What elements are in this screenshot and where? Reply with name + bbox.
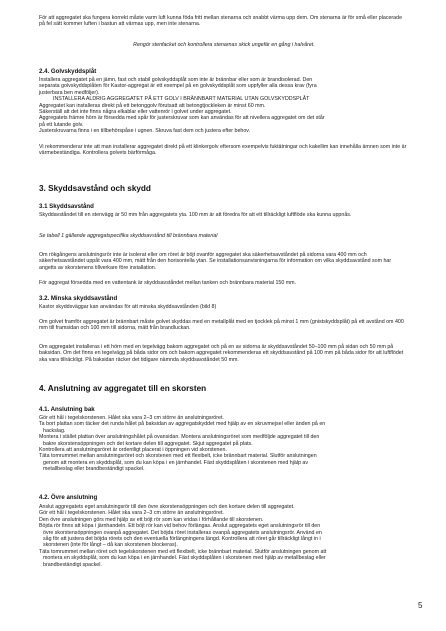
section-2-4-line: justerbara ben medföljer). bbox=[39, 89, 100, 96]
section-4-1-line: bakre skorstensöppningen och det kortare delen till aggregatet. Skjut aggregatet på plats. bbox=[43, 440, 253, 447]
section-2-4-line: Installera aggregatet på en jämn, fast och stabil golvskyddsplåt som inte är brännbar eller som är brandisolerad. Den bbox=[39, 77, 313, 83]
section-3-1-p1: Skyddavståndet till en stenvägg är 50 mm från aggregatets yta. 100 mm är att föredra för att ett tillräckligt luftflöde ska kunna uppnås. bbox=[39, 212, 352, 218]
section-4-2-heading: 4.2. Övre anslutning bbox=[39, 494, 98, 501]
section-4-2-line: brandbeständigt spackel. bbox=[43, 561, 102, 568]
section-4-1-line: genom att montera en skyddsplåt, som du kan köpa i en järnhandel. Fäst skyddsplåten i skorstenen med hjälp av bbox=[43, 459, 308, 466]
section-2-4-line: Aggregatets främre hörn är försedda med spår för justerskruvar som kan användas för att nivellera aggregatet om det står bbox=[39, 115, 325, 122]
section-4-2-line: Gör ett hål i tegelskorstenen. Hålet ska vara 2–3 cm större än anslutningsröret. bbox=[39, 510, 224, 517]
section-4-2-line: montera en skyddsplåt, som du kan köpa i en järnhandel. Fäst skyddsplåten i skorstenen med hjälp av metallbeslag eller bbox=[43, 555, 326, 562]
section-3-2-p3: Om aggregatet installeras i ett hörn med en tegelvägg bakom aggregatet och på en av sidorna är skyddsavståndet 50–100 mm på sidan och 50 mm på baksidan. Om det finns en tegelvägg på båda sidor om och bakom aggregatet rekommenderas ett skyddsavstånd på 100 mm på båda sidor för att luftflödet ska vara tillräckligt. På baksidan räcker det tidigare nämnda skyddsavståndet 50 mm. bbox=[39, 344, 404, 363]
section-4-2-line: övre skorstensöppningen ovanpå aggregatet. Det böjda röret installeras ovanpå aggregatets anslutningsrör. Använd en bbox=[43, 529, 322, 536]
section-2-4-para2: Vi rekommenderar inte att man installerar aggregatet direkt på ett klinkergolv eftersom exempelvis fuktätningar och kakellim kan innehålla ämnen som inte är värmebeständiga. Kontrollera golvets bärförmåga. bbox=[39, 144, 407, 157]
section-4-heading: 4. Anslutning av aggregatet till en skorsten bbox=[39, 384, 207, 393]
section-2-4-line: på ett lutande golv. bbox=[39, 121, 84, 128]
section-3-2-p2: Om golvet framför aggregatet är brännbart måste golvet skyddas med en metallplåt med en tjocklek på minst 1 mm (gnistskyddsplåt) på ett avstånd om 400 mm till framsidan och 100 mm till sidorna, mätt från brandluckan. bbox=[39, 319, 404, 332]
section-4-1-line: hackslag. bbox=[43, 427, 66, 434]
section-2-4-heading: 2.4. Golvskyddsplåt bbox=[39, 68, 97, 75]
section-2-4-body bbox=[39, 77, 409, 135]
section-4-1-body bbox=[39, 415, 409, 473]
section-4-1-line: metallbeslag eller brandbeständigt spackel. bbox=[43, 466, 145, 473]
section-4-2-line: skorstenen (inte för långt – då kan skorstenen blockeras). bbox=[43, 542, 178, 549]
section-4-1-line: Montera i stället plattan över anslutningshålet på ovansidan. Montera anslutningsröret som medföljde aggregatet till den bbox=[39, 434, 320, 441]
page-number: 5 bbox=[418, 601, 423, 610]
section-4-1-line: Ta bort plattan som täcker det runda hålet på baksidan av aggregatskyddet med hjälp av en skruvmejsel eller änden på en bbox=[39, 421, 326, 428]
section-3-heading: 3. Skyddsavstånd och skydd bbox=[39, 184, 151, 193]
intro-paragraph: För att aggregatet ska fungera korrekt måste varm luft kunna föda fritt mellan stenarna och snabbt värma upp dem. Om stenarna är för små eller placerade på fel sätt kommer luften i bastun att värmas upp, men inte stenarna. bbox=[39, 15, 403, 28]
section-4-2-line: Täta tomrummet mellan röret och tegelskorstenen med ett flexibelt, icke brännbart material. Slutför anslutningen genom att bbox=[39, 548, 327, 555]
section-3-1-p3: Om rökgångens anslutningsrör inte är isolerat eller om röret är böjt ovanför aggregatet ska säkerhetsavståndet på sidorna vara 400 mm och säkerhetsavståndet uppåt vara 400 mm, mätt från den horisontella ytan. Se installationsanvisningarna för information om vilka skyddsavstånd som har angetts av skorstenens tillverkare före installation. bbox=[39, 252, 392, 271]
section-4-2-line: såg för att justera det böjda rörets och den eventuella förlängningens längd. Kontrollera att röret går tillräckligt långt in i bbox=[43, 536, 321, 543]
section-3-2-p1: Kastor skyddsväggar kan användas för att minska skyddsavstånden (bild 8) bbox=[39, 304, 217, 310]
section-4-2-line: Böjda rör finns att köpa i järnhandeln. Ett böjt rör kan vid behov förlängas. Anslut aggregatets eget anslutningsrör till den bbox=[39, 523, 321, 530]
section-4-2-body bbox=[39, 504, 409, 568]
section-2-4-line: separata golvskyddsplåten för Kastor-aggregat är ett exempel på en golvskyddsplåt som uppfyller alla dessa krav (fyra bbox=[39, 83, 317, 90]
section-4-1-line: Täta tomrummet mellan anslutningsröret och skorstenen med ett flexibelt, icke brännbart material. Slutför anslutningen bbox=[39, 453, 317, 460]
section-2-4-warning: INSTALLERA ALDRIG AGGREGATET PÅ ETT GOLV I BRÄNNBART MATERIAL UTAN GOLVSKYDDSPLÅT bbox=[53, 96, 310, 103]
section-4-2-line: Anslut aggregatets eget anslutningsrör till den övre skorstensöppningen och den kortare delen till aggregatet. bbox=[39, 504, 295, 510]
section-3-1-p4: För aggregat försedda med en vattentank är skyddsavståndet mellan tanken och brännbara material 150 mm. bbox=[39, 280, 297, 286]
section-2-4-line: Säkerställ att det inte finns några elkablar eller vattenrör i golvet under aggregatet. bbox=[39, 109, 232, 116]
section-3-2-heading: 3.2. Minska skyddsavstånd bbox=[39, 295, 118, 302]
section-3-1-heading: 3.1 Skyddsavstånd bbox=[39, 203, 94, 210]
section-3-1-table-ref: Se tabell 1 gällande aggregatspecifika skyddsavstånd till brännbara material bbox=[39, 233, 218, 239]
section-4-1-heading: 4.1. Anslutning bak bbox=[39, 406, 95, 413]
intro-note: Rengör stenfacket och kontrollera stenarnas skick ungefär en gång i halvåret. bbox=[133, 42, 315, 48]
section-4-1-line: Kontrollera att anslutningsröret är ordentligt placerat i öppningen vid skorstenen. bbox=[39, 447, 227, 454]
section-2-4-line: Aggregatet kan installeras direkt på ett betonggolv förutsatt att betongtjockleken är minst 60 mm. bbox=[39, 102, 266, 109]
section-2-4-line: Justerskruvarna finns i en tillbehörspåse i ugnen. Skruva fast dem och justera efter behov. bbox=[39, 128, 251, 135]
section-4-2-line: Den övre anslutningen görs med hjälp av ett böjt rör som kan vridas i förhållande till skorstenen. bbox=[39, 516, 264, 523]
section-4-1-line: Gör ett hål i tegelskorstenen. Hålet ska vara 2–3 cm större än anslutningsröret. bbox=[39, 415, 224, 421]
